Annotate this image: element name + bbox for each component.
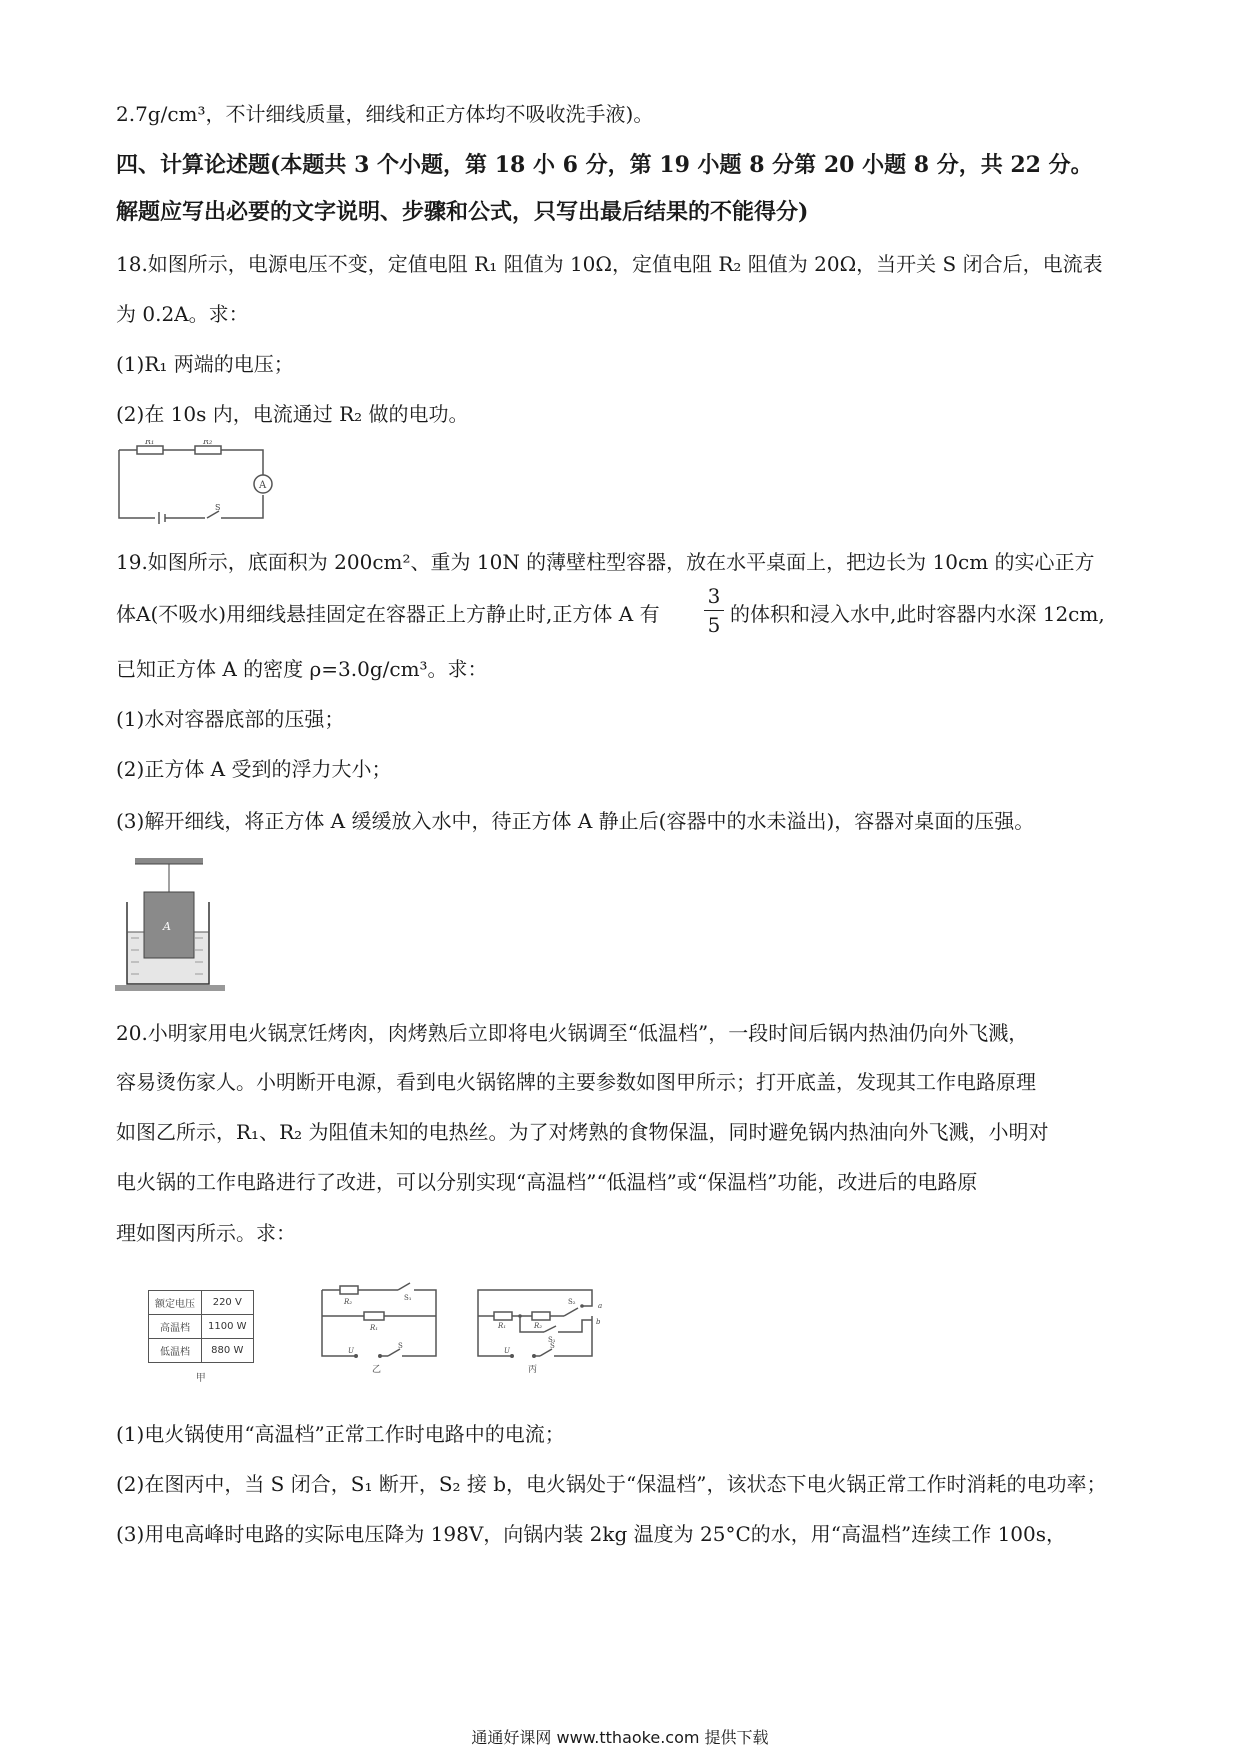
fraction-three-fifths (704, 584, 724, 637)
fraction-bar (704, 610, 724, 611)
q19-part-3: (3)解开细线，将正方体 A 缓缓放入水中，待正方体 A 静止后(容器中的水未溢出)，容器对桌面的压强。 (116, 809, 1035, 833)
s2-label: S₂ (568, 1298, 576, 1306)
u-label: U (504, 1347, 510, 1355)
q19-line-2-end: 的体积和浸入水中,此时容器内水深 12cm, (730, 602, 1105, 626)
r2-label: R₂ (344, 1298, 353, 1306)
q20-part-1: (1)电火锅使用“高温档”正常工作时电路中的电流； (116, 1422, 565, 1446)
u-label: U (348, 1347, 354, 1355)
s-label: S (550, 1342, 555, 1350)
q20-part-3: (3)用电高峰时电路的实际电压降为 198V，向锅内装 2kg 温度为 25°C的水，用“高温档”连续工作 100s， (116, 1522, 1067, 1546)
table-cell: 220 V (202, 1291, 254, 1315)
fig-yi-caption: 乙 (372, 1365, 382, 1375)
fraction-denominator: 5 (707, 613, 721, 637)
q19-line-3: 已知正方体 A 的密度 ρ=3.0g/cm³。求： (116, 657, 488, 681)
table-cell: 高温档 (149, 1315, 202, 1339)
fig-jia-caption: 甲 (195, 1373, 206, 1384)
r1-label: R₁ (370, 1324, 379, 1332)
r2-label: R₂ (203, 440, 213, 446)
q19-line-2-start: 体A(不吸水)用细线悬挂固定在容器正上方静止时,正方体 A 有 (116, 602, 660, 626)
r1-label: R₁ (145, 440, 155, 446)
q18-part-1: (1)R₁ 两端的电压； (116, 352, 294, 376)
q18-circuit-figure (115, 440, 275, 525)
spec-table (148, 1290, 254, 1363)
text-line: 2.7g/cm³，不计细线质量，细线和正方体均不吸收洗手液)。 (116, 102, 654, 126)
table-cell: 880 W (202, 1339, 254, 1363)
cube-label: A (163, 920, 171, 933)
q20-line-5: 理如图丙所示。求： (116, 1221, 296, 1245)
q20-part-2: (2)在图丙中，当 S 闭合，S₁ 断开，S₂ 接 b，电火锅处于“保温档”，该状态下电火锅正常工作时消耗的电功率； (116, 1472, 1107, 1496)
s-label: S (398, 1342, 403, 1350)
a-label: a (598, 1302, 603, 1310)
q19-line-1: 19.如图所示，底面积为 200cm²、重为 10N 的薄壁柱型容器，放在水平桌面上，把边长为 10cm 的实心正方 (116, 550, 1095, 574)
q18-part-2: (2)在 10s 内，电流通过 R₂ 做的电功。 (116, 402, 469, 426)
table-row (149, 1315, 254, 1339)
q19-part-1: (1)水对容器底部的压强； (116, 707, 345, 731)
q20-line-1: 20.小明家用电火锅烹饪烤肉，肉烤熟后立即将电火锅调至“低温档”，一段时间后锅内热油仍向外飞溅， (116, 1021, 1029, 1045)
page-footer: 通通好课网 www.tthaoke.com 提供下载 (471, 1728, 769, 1747)
section-heading: 四、计算论述题(本题共 3 个小题，第 18 小 6 分，第 19 小题 8 分第 20 小题 8 分，共 22 分。 (116, 152, 1093, 178)
switch-label: S (215, 503, 221, 512)
fig-yi-circuit (318, 1280, 440, 1380)
s1-label: S₁ (548, 1336, 556, 1344)
table-row (149, 1339, 254, 1363)
r1-label: R₁ (498, 1322, 507, 1330)
q19-container-figure (115, 858, 225, 993)
fig-bing-circuit (474, 1280, 614, 1380)
table-cell: 1100 W (202, 1315, 254, 1339)
section-instructions: 解题应写出必要的文字说明、步骤和公式，只写出最后结果的不能得分) (116, 199, 809, 225)
table-cell: 额定电压 (149, 1291, 202, 1315)
fig-jia-nameplate (148, 1290, 254, 1384)
table-cell: 低温档 (149, 1339, 202, 1363)
b-label: b (596, 1318, 601, 1326)
q20-line-3: 如图乙所示，R₁、R₂ 为阻值未知的电热丝。为了对烤熟的食物保温，同时避免锅内热油向外飞溅，小明对 (116, 1120, 1049, 1144)
q18-line-2: 为 0.2A。求： (116, 302, 249, 326)
r2-label: R₂ (534, 1322, 543, 1330)
ammeter-label: A (259, 480, 267, 491)
q20-line-2: 容易烫伤家人。小明断开电源，看到电火锅铭牌的主要参数如图甲所示；打开底盖，发现其工作电路原理 (116, 1070, 1036, 1094)
fraction-numerator: 3 (707, 584, 721, 608)
fig-bing-caption: 丙 (528, 1365, 538, 1375)
s1-label: S₁ (404, 1294, 412, 1302)
table-row (149, 1291, 254, 1315)
q18-line-1: 18.如图所示，电源电压不变，定值电阻 R₁ 阻值为 10Ω，定值电阻 R₂ 阻值为 20Ω，当开关 S 闭合后，电流表 (116, 252, 1103, 276)
q20-line-4: 电火锅的工作电路进行了改进，可以分别实现“高温档”“低温档”或“保温档”功能，改进后的电路原 (116, 1170, 978, 1194)
q19-part-2: (2)正方体 A 受到的浮力大小； (116, 757, 392, 781)
